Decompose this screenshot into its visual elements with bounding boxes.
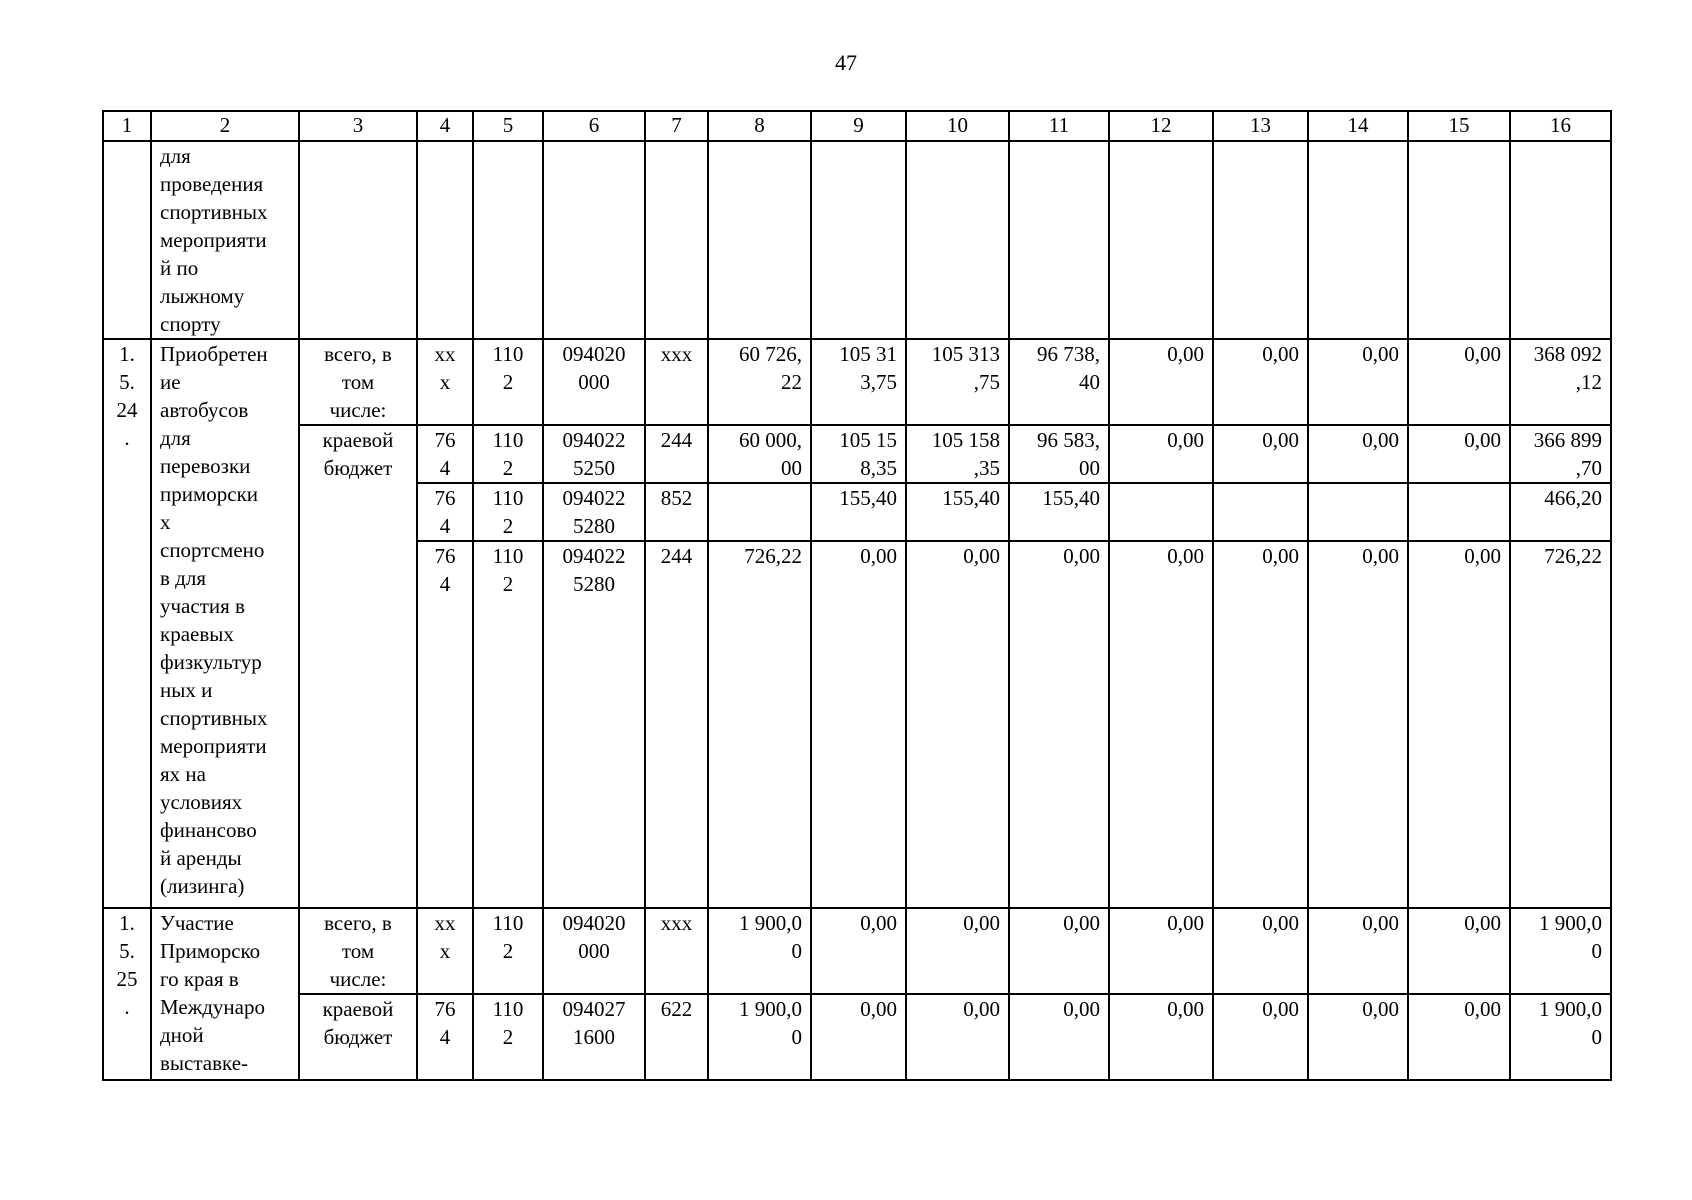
header-cell: 3 [299, 111, 417, 141]
table-cell: 0,00 [811, 994, 906, 1080]
table-cell [1109, 483, 1213, 541]
table-cell: 0,00 [1213, 908, 1308, 994]
table-cell [645, 141, 708, 339]
table-cell: 110 2 [473, 483, 543, 541]
source-cell: краевой бюджет [299, 425, 417, 908]
table-cell [417, 141, 473, 339]
table-cell [1009, 141, 1109, 339]
table-cell: 368 092 ,12 [1510, 339, 1611, 425]
table-cell: 1 900,0 0 [708, 994, 811, 1080]
table-cell: 0,00 [811, 541, 906, 908]
table-cell: 105 313 ,75 [906, 339, 1009, 425]
table-cell: 726,22 [708, 541, 811, 908]
header-cell: 12 [1109, 111, 1213, 141]
table-cell: 0,00 [1408, 908, 1510, 994]
table-cell: 0,00 [1308, 541, 1408, 908]
table-cell: 60 000, 00 [708, 425, 811, 483]
table-cell [811, 141, 906, 339]
table-cell [708, 483, 811, 541]
header-cell: 9 [811, 111, 906, 141]
table-cell: 110 2 [473, 994, 543, 1080]
table-cell: 094027 1600 [543, 994, 645, 1080]
table-cell: 0,00 [1109, 908, 1213, 994]
item-number-cell: 1. 5. 24 . [103, 339, 151, 908]
source-cell: всего, в том числе: [299, 908, 417, 994]
table-cell [1213, 483, 1308, 541]
table-cell: 0,00 [1213, 339, 1308, 425]
table-header-row [103, 111, 1611, 141]
header-cell: 6 [543, 111, 645, 141]
table-cell: ххх [645, 908, 708, 994]
table-cell: 0,00 [1308, 908, 1408, 994]
item-name-cell: Участие Приморско го края в Междунаро дной выставке- [151, 908, 299, 1080]
header-cell: 7 [645, 111, 708, 141]
table-cell: 094022 5250 [543, 425, 645, 483]
table-cell: ххх [645, 339, 708, 425]
table-cell: 110 2 [473, 541, 543, 908]
table-cell: 105 31 3,75 [811, 339, 906, 425]
table-row [103, 141, 1611, 339]
table-cell [473, 141, 543, 339]
table-cell: 366 899 ,70 [1510, 425, 1611, 483]
table-cell: 76 4 [417, 994, 473, 1080]
table-cell: 110 2 [473, 339, 543, 425]
table-cell [1308, 483, 1408, 541]
table-cell: 1 900,0 0 [1510, 994, 1611, 1080]
table-cell: 155,40 [906, 483, 1009, 541]
table-cell: 0,00 [1308, 339, 1408, 425]
header-cell: 10 [906, 111, 1009, 141]
table-cell [1510, 141, 1611, 339]
table-cell: 96 738, 40 [1009, 339, 1109, 425]
table-cell: 105 15 8,35 [811, 425, 906, 483]
table-cell: 110 2 [473, 908, 543, 994]
table-cell: 852 [645, 483, 708, 541]
table-row [103, 339, 1611, 425]
table-cell: 0,00 [811, 908, 906, 994]
table-cell: 0,00 [1213, 994, 1308, 1080]
table-cell [1109, 141, 1213, 339]
table-cell [1308, 141, 1408, 339]
table-cell: хх х [417, 339, 473, 425]
table-cell: 0,00 [1009, 908, 1109, 994]
item-name-cell: Приобретен ие автобусов для перевозки приморски х спортсмено в для участия в краевых физкультур ных и спортивных мероприяти ях на условиях финансово й аренды (лизинга) [151, 339, 299, 908]
table-cell: 0,00 [1408, 541, 1510, 908]
table-row [103, 425, 1611, 483]
table-cell: 0,00 [1213, 425, 1308, 483]
table-cell: 0,00 [1408, 994, 1510, 1080]
header-cell: 16 [1510, 111, 1611, 141]
table-cell: 76 4 [417, 541, 473, 908]
table-cell: 0,00 [1213, 541, 1308, 908]
table-cell: 244 [645, 541, 708, 908]
table-cell: 1 900,0 0 [708, 908, 811, 994]
table-cell: 76 4 [417, 425, 473, 483]
budget-table [102, 110, 1612, 1081]
table-cell: 094022 5280 [543, 541, 645, 908]
table-cell [1408, 141, 1510, 339]
header-cell: 4 [417, 111, 473, 141]
table-cell: 0,00 [1408, 339, 1510, 425]
table-cell: 155,40 [1009, 483, 1109, 541]
header-cell: 14 [1308, 111, 1408, 141]
table-cell: 0,00 [906, 908, 1009, 994]
table-cell [1213, 141, 1308, 339]
source-cell: краевой бюджет [299, 994, 417, 1080]
table-cell: 0,00 [1408, 425, 1510, 483]
table-cell [103, 141, 151, 339]
header-cell: 15 [1408, 111, 1510, 141]
table-cell: 1 900,0 0 [1510, 908, 1611, 994]
item-name-cell: для проведения спортивных мероприяти й по лыжному спорту [151, 141, 299, 339]
table-cell: 0,00 [906, 541, 1009, 908]
header-cell: 2 [151, 111, 299, 141]
table-cell: 0,00 [1009, 994, 1109, 1080]
table-cell: 0,00 [1109, 541, 1213, 908]
table-cell [708, 141, 811, 339]
table-cell [299, 141, 417, 339]
table-cell: 094020 000 [543, 339, 645, 425]
table-cell: 0,00 [906, 994, 1009, 1080]
table-cell: 0,00 [1109, 425, 1213, 483]
header-cell: 8 [708, 111, 811, 141]
table-row [103, 908, 1611, 994]
table-cell: 094020 000 [543, 908, 645, 994]
header-cell: 5 [473, 111, 543, 141]
table-cell: 726,22 [1510, 541, 1611, 908]
table-cell [906, 141, 1009, 339]
table-cell: 0,00 [1109, 994, 1213, 1080]
header-cell: 13 [1213, 111, 1308, 141]
table-cell: 110 2 [473, 425, 543, 483]
table-cell: хх х [417, 908, 473, 994]
table-cell [543, 141, 645, 339]
table-cell: 0,00 [1308, 425, 1408, 483]
table-cell: 466,20 [1510, 483, 1611, 541]
table-cell: 0,00 [1109, 339, 1213, 425]
table-cell: 105 158 ,35 [906, 425, 1009, 483]
table-cell: 0,00 [1308, 994, 1408, 1080]
header-cell: 11 [1009, 111, 1109, 141]
table-cell: 094022 5280 [543, 483, 645, 541]
table-row [103, 994, 1611, 1080]
page-number: 47 [835, 50, 857, 75]
table-cell: 60 726, 22 [708, 339, 811, 425]
table-cell: 0,00 [1009, 541, 1109, 908]
table-cell: 96 583, 00 [1009, 425, 1109, 483]
table-cell: 622 [645, 994, 708, 1080]
table-cell: 244 [645, 425, 708, 483]
table-cell: 76 4 [417, 483, 473, 541]
table-cell [1408, 483, 1510, 541]
source-cell: всего, в том числе: [299, 339, 417, 425]
header-cell: 1 [103, 111, 151, 141]
table-cell: 155,40 [811, 483, 906, 541]
item-number-cell: 1. 5. 25 . [103, 908, 151, 1080]
